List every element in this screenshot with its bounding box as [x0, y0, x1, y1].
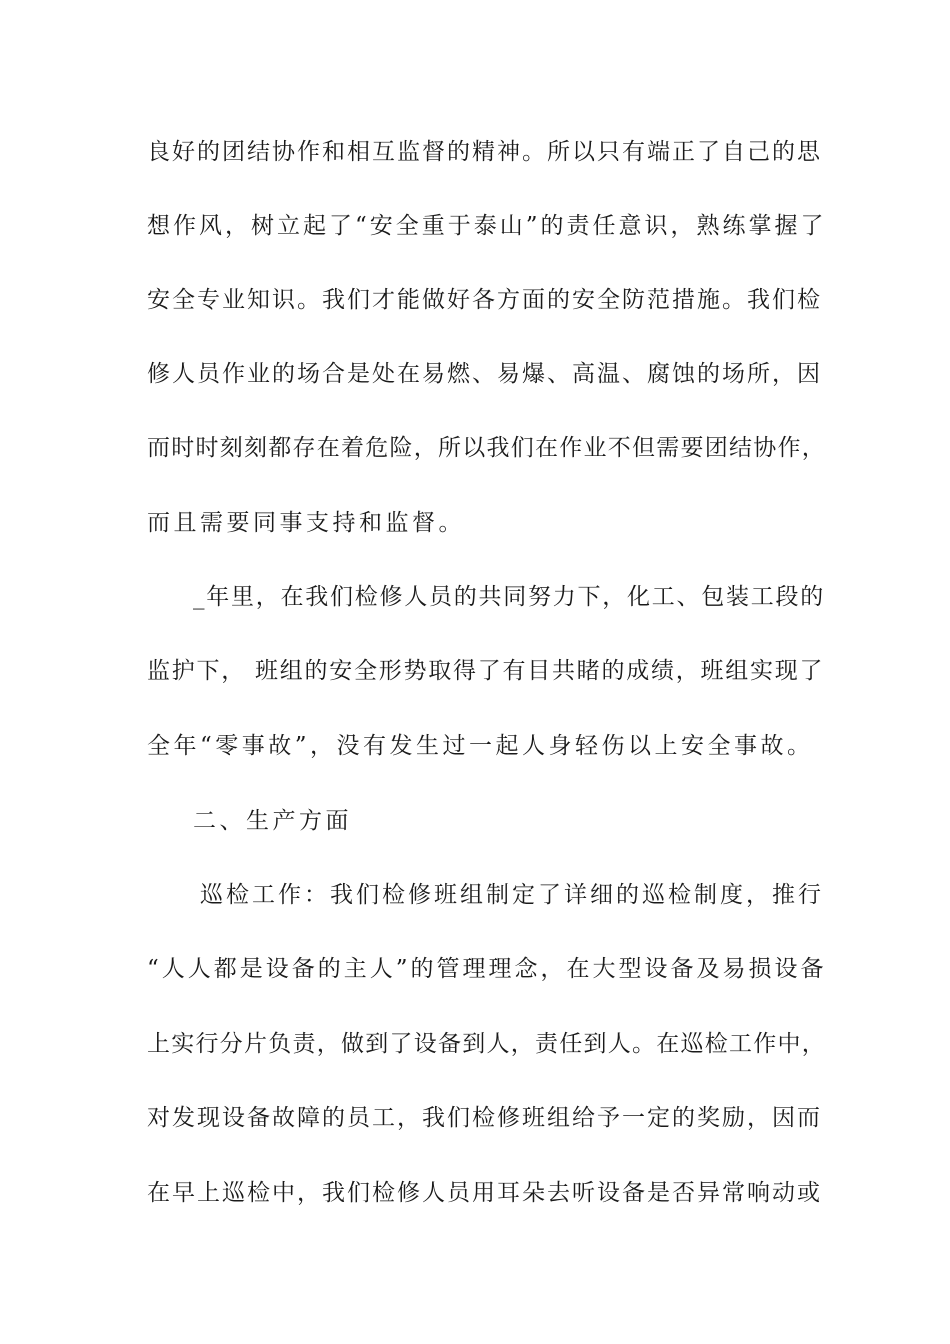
text-line-1: 良好的团结协作和相互监督的精神。所以只有端正了自己的思	[147, 139, 822, 165]
text-line-5: 而时时刻刻都存在着危险，所以我们在作业不但需要团结协作，	[147, 435, 826, 461]
section-heading: 二、生产方面	[193, 808, 352, 834]
text-line-2: 想作风，树立起了“安全重于泰山”的责任意识，熟练掌握了	[147, 213, 827, 239]
text-line-4: 修人员作业的场合是处在易燃、易爆、高温、腐蚀的场所，因	[147, 361, 822, 387]
text-line-11: 巡检工作：我们检修班组制定了详细的巡检制度，推行	[200, 882, 824, 908]
text-line-9: 全年“零事故”，没有发生过一起人身轻伤以上安全事故。	[147, 733, 814, 759]
text-line-13: 上实行分片负责，做到了设备到人，责任到人。在巡检工作中，	[147, 1031, 826, 1057]
text-line-15: 在早上巡检中，我们检修人员用耳朵去听设备是否异常响动或	[147, 1180, 822, 1206]
text-line-14: 对发现设备故障的员工，我们检修班组给予一定的奖励，因而	[147, 1105, 822, 1131]
text-line-8: 监护下， 班组的安全形势取得了有目共睹的成绩，班组实现了	[147, 658, 825, 684]
text-line-3: 安全专业知识。我们才能做好各方面的安全防范措施。我们检	[147, 287, 822, 313]
text-line-7: _年里，在我们检修人员的共同努力下，化工、包装工段的	[193, 584, 825, 610]
text-line-6: 而且需要同事支持和监督。	[147, 510, 465, 536]
text-line-12: “人人都是设备的主人”的管理理念，在大型设备及易损设备	[147, 956, 827, 982]
